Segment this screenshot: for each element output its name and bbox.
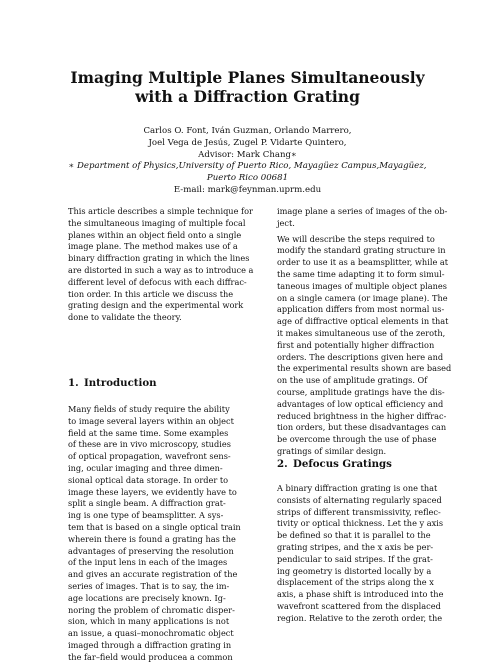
text-line: gratings of similar design. [277,445,387,456]
text-line: of the input lens in each of the images [68,557,228,568]
text-line: be defined so that it is parallel to the [277,530,431,541]
text-line: strips of different transmissivity, reflec- [277,506,441,517]
abstract-line: done to validate the theory. [68,312,182,323]
abstract-line: grating design and the experimental work [68,300,244,311]
text-line: of optical propagation, wavefront sens- [68,451,231,462]
abstract-line: are distorted in such a way as to introduce a [68,264,254,275]
text-line: split a single beam. A diffraction grat- [68,498,226,509]
text-line: wavefront scattered from the displaced [277,600,441,611]
author-line: Joel Vega de Jesús, Zugel P. Vidarte Quintero, [148,137,347,148]
right-column-intro [277,206,490,458]
defocus-gratings-text [277,483,490,625]
text-line: region. Relative to the zeroth order, the [277,612,443,623]
introduction-text [68,404,273,664]
text-line: tem that is based on a single optical train [68,521,241,532]
section-heading-introduction [68,377,157,390]
text-line: and gives an accurate registration of the [68,569,238,580]
text-line: Many fields of study require the ability [68,404,230,414]
text-line: on the use of amplitude gratings. Of [277,375,428,386]
abstract-line: This article describes a simple technique for [68,206,253,216]
text-line: the experimental results shown are based [277,363,452,374]
text-line: displacement of the strips along the x [277,577,434,588]
text-line: first and potentially higher diffraction [277,339,435,350]
title-line: with a Diffraction Grating [135,87,360,106]
text-line: ject. [277,217,295,228]
text-line: sion, which in many applications is not [68,616,230,627]
abstract-line: tion order. In this article we discuss the [68,288,234,299]
section-heading-defocus-gratings [277,458,392,471]
text-line: to image several layers within an object [68,415,234,426]
text-line: imaged through a diffraction grating in [68,639,232,650]
text-line: taneous images of multiple object planes [277,280,447,291]
text-line: image these layers, we evidently have to [68,486,237,497]
text-line: grating stripes, and the x axis be per- [277,541,434,552]
text-line: on a single camera (or image plane). The [277,292,448,303]
text-line: We will describe the steps required to [277,233,435,244]
text-line: ing geometry is distorted locally by a [277,565,432,576]
text-line: series of images. That is to say, the im- [68,580,230,591]
section-title: Defocus Gratings [293,458,392,470]
email-line[interactable]: E-mail: mark@feynman.uprm.edu [173,184,322,195]
affiliation-line: Puerto Rico 00681 [206,173,289,184]
text-line: application differs from most normal us- [277,304,445,315]
text-line: ing is one type of beamsplitter. A sys- [68,510,224,521]
abstract-line: planes within an object field onto a single [68,229,242,240]
text-line: an issue, a quasi–monochromatic object [68,628,234,639]
advisor-line: Advisor: Mark Chang∗ [198,149,297,160]
text-line: field at the same time. Some examples [68,427,229,438]
abstract-line: binary diffraction grating in which the lines [68,253,250,264]
abstract-line: the simultaneous imaging of multiple focal [68,217,246,228]
abstract-line: different level of defocus with each diffrac- [68,276,247,287]
text-line: age of diffractive optical elements in that [277,316,449,327]
text-line: of these are in vivo microscopy, studies [68,439,231,450]
text-line: tivity or optical thickness. Let the y axis [277,518,444,529]
left-column [68,206,273,346]
section-title: Introduction [84,377,157,389]
text-line: orders. The descriptions given here and [277,351,444,362]
text-line: wherein there is found a grating has the [68,533,236,544]
text-line: axis, a phase shift is introduced into the [277,589,444,600]
text-line: the same time adapting it to form simul- [277,268,445,279]
text-line: ing, ocular imaging and three dimen- [68,462,223,473]
section-number: 2. [277,458,288,470]
text-line: advantages of low optical efficiency and [277,398,444,409]
author-block [40,126,455,197]
affiliation-line: ∗ Department of Physics,University of Puerto Rico, Mayagüez Campus,Mayagüez, [68,161,427,172]
text-line: reduced brightness in the higher diffrac- [277,410,447,421]
title-line: Imaging Multiple Planes Simultaneously [70,68,425,87]
text-line: consists of alternating regularly spaced [277,494,442,505]
section-number: 1. [68,377,79,389]
text-line: order to use it as a beamsplitter, while at [277,257,449,268]
abstract [68,206,273,346]
text-line: it makes simultaneous use of the zeroth, [277,327,446,338]
text-line: the far–field would producea a common [68,651,233,662]
text-line: be overcome through the use of phase [277,434,437,445]
text-line: course, amplitude gratings have the dis- [277,386,445,397]
text-line: age locations are precisely known. Ig- [68,592,226,603]
text-line: A binary diffraction grating is one that [277,483,438,493]
text-line: image plane a series of images of the ob- [277,206,448,216]
text-line: pendicular to said stripes. If the grat- [277,553,433,564]
abstract-line: image plane. The method makes use of a [68,241,238,252]
text-line: noring the problem of chromatic disper- [68,604,235,615]
text-line: tion orders, but these disadvantages can [277,422,447,433]
text-line: sional optical data storage. In order to [68,474,229,485]
paper-title [40,68,455,106]
text-line: modify the standard grating structure in [277,245,446,256]
text-line: advantages of preserving the resolution [68,545,234,556]
author-line: Carlos O. Font, Iván Guzman, Orlando Marrero, [143,126,352,136]
